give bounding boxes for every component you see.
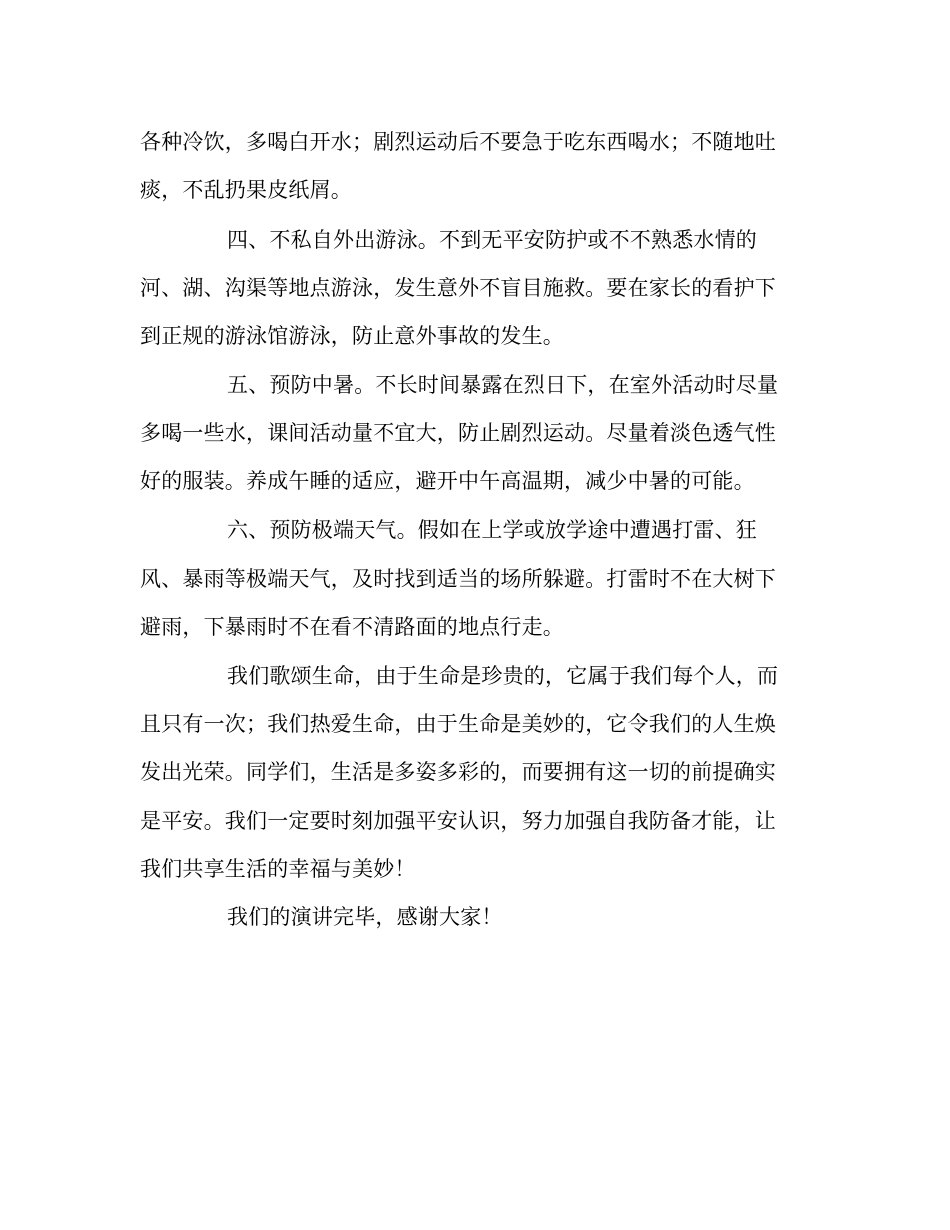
text-line: 是平安。我们一定要时刻加强平安认识，努力加强自我防备才能，让	[140, 809, 776, 833]
text-line: 多喝一些水，课间活动量不宜大，防止剧烈运动。尽量着淡色透气性	[140, 421, 776, 445]
text-line: 我们共享生活的幸福与美妙！	[140, 857, 416, 881]
text-line: 避雨，下暴雨时不在看不清路面的地点行走。	[140, 615, 564, 639]
paragraph-four-start: 四、不私自外出游泳。不到无平安防护或不不熟悉水情的	[227, 228, 757, 252]
text-line: 好的服装。养成午睡的适应，避开中午高温期，减少中暑的可能。	[140, 469, 755, 493]
text-line: 发出光荣。同学们，生活是多姿多彩的，而要拥有这一切的前提确实	[140, 760, 776, 784]
text-line: 各种冷饮，多喝白开水；剧烈运动后不要急于吃东西喝水；不随地吐	[140, 130, 776, 154]
paragraph-five-start: 五、预防中暑。不长时间暴露在烈日下，在室外活动时尽量	[227, 373, 779, 397]
paragraph-six-start: 六、预防极端天气。假如在上学或放学途中遭遇打雷、狂	[227, 518, 757, 542]
paragraph-closing-start: 我们歌颂生命，由于生命是珍贵的，它属于我们每个人，而	[227, 664, 779, 688]
speech-end-line: 我们的演讲完毕，感谢大家！	[227, 905, 503, 929]
text-line: 风、暴雨等极端天气，及时找到适当的场所躲避。打雷时不在大树下	[140, 567, 776, 591]
text-line: 河、湖、沟渠等地点游泳，发生意外不盲目施救。要在家长的看护下	[140, 276, 776, 300]
text-line: 到正规的游泳馆游泳，防止意外事故的发生。	[140, 324, 564, 348]
text-line: 痰，不乱扔果皮纸屑。	[140, 178, 352, 202]
text-line: 且只有一次；我们热爱生命，由于生命是美妙的，它令我们的人生焕	[140, 712, 776, 736]
